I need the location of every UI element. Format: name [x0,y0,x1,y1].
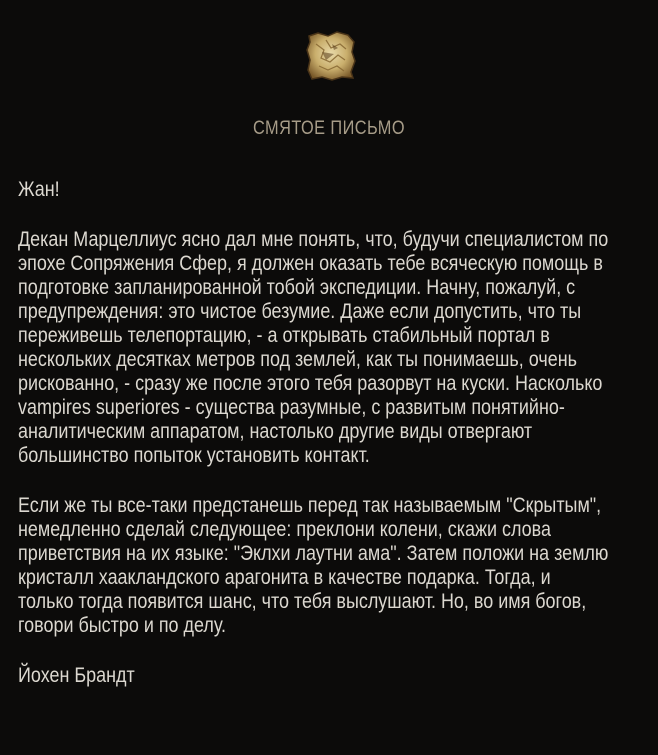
letter-line: немедленно сделай следующее: преклони колени, скажи слова [18,518,551,541]
crumpled-paper-icon [304,30,358,82]
letter-line: рискованно, - сразу же после этого тебя разорвут на куски. Насколько [18,372,603,395]
letter-greeting: Жан! [18,178,60,201]
letter-line: vampires superiores - существа разумные, с развитым понятийно- [18,396,565,419]
letter-line: нескольких десятках метров под землей, как ты понимаешь, очень [18,348,577,371]
letter-body [18,178,651,688]
letter-line: большинство попыток установить контакт. [18,444,370,467]
letter-line: Если же ты все-таки предстанешь перед так называемым "Скрытым", [18,494,602,517]
letter-line: Декан Марцеллиус ясно дал мне понять, что, будучи специалистом по [18,228,609,251]
letter-line: говори быстро и по делу. [18,614,227,637]
letter-line: эпохе Сопряжения Сфер, я должен оказать тебе всяческую помощь в [18,252,603,275]
letter-line: переживешь телепортацию, - а открывать стабильный портал в [18,324,550,347]
letter-line: предупреждения: это чистое безумие. Даже если допустить, что ты [18,300,582,323]
letter-signature: Йохен Брандт [18,664,135,687]
item-icon [304,30,358,82]
letter-line: подготовке запланированной тобой экспедиции. Начну, пожалуй, с [18,276,576,299]
letter-line: кристалл хааклaндского арагонита в качестве подарка. Тогда, и [18,566,551,589]
letter-line: приветствия на их языке: "Эклхи лаутни ама". Затем положи на землю [18,542,609,565]
item-title: СМЯТОЕ ПИСЬМО [252,118,405,139]
letter-line: только тогда появится шанс, что тебя выслушают. Но, во имя богов, [18,590,587,613]
letter-line: аналитическим аппаратом, настолько другие виды отвергают [18,420,533,443]
